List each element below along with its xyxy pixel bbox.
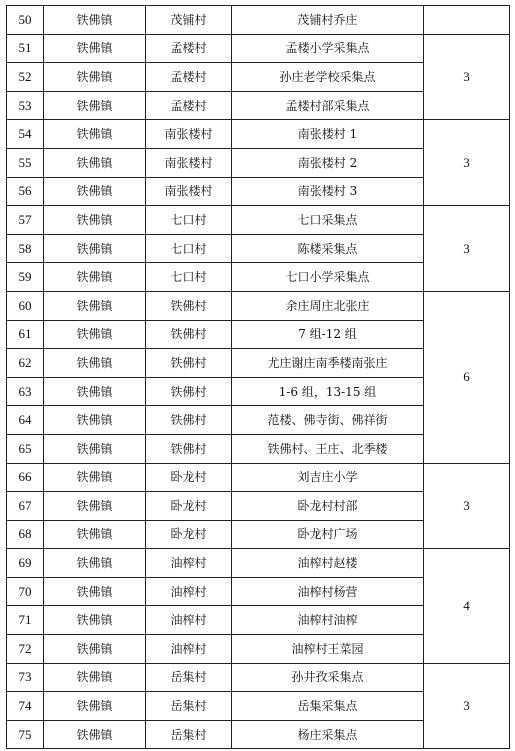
table-row: [7, 549, 510, 578]
row-number-cell: 74: [7, 692, 44, 721]
town-cell: 铁佛镇: [44, 63, 146, 92]
town-cell: 铁佛镇: [44, 692, 146, 721]
site-cell: 岳集采集点: [232, 692, 424, 721]
site-cell: 南张楼村 3: [232, 177, 424, 206]
row-number-cell: 68: [7, 520, 44, 549]
row-number-cell: 50: [7, 6, 44, 35]
village-cell: 南张楼村: [146, 177, 232, 206]
site-cell: 刘吉庄小学: [232, 463, 424, 492]
row-number-cell: 70: [7, 577, 44, 606]
town-cell: 铁佛镇: [44, 520, 146, 549]
town-cell: 铁佛镇: [44, 492, 146, 521]
village-cell: 铁佛村: [146, 377, 232, 406]
site-count-cell: 3: [424, 34, 510, 120]
table-row: [7, 663, 510, 692]
town-cell: 铁佛镇: [44, 635, 146, 664]
table-row: [7, 291, 510, 320]
row-number-cell: 54: [7, 120, 44, 149]
row-number-cell: 75: [7, 720, 44, 749]
town-cell: 铁佛镇: [44, 91, 146, 120]
site-cell: 陈楼采集点: [232, 234, 424, 263]
row-number-cell: 59: [7, 263, 44, 292]
village-cell: 孟楼村: [146, 63, 232, 92]
town-cell: 铁佛镇: [44, 377, 146, 406]
village-cell: 孟楼村: [146, 91, 232, 120]
town-cell: 铁佛镇: [44, 577, 146, 606]
row-number-cell: 52: [7, 63, 44, 92]
town-cell: 铁佛镇: [44, 434, 146, 463]
sampling-sites-table: [6, 5, 510, 749]
row-number-cell: 62: [7, 349, 44, 378]
village-cell: 七口村: [146, 263, 232, 292]
row-number-cell: 65: [7, 434, 44, 463]
village-cell: 孟楼村: [146, 34, 232, 63]
town-cell: 铁佛镇: [44, 34, 146, 63]
row-number-cell: 63: [7, 377, 44, 406]
village-cell: 铁佛村: [146, 291, 232, 320]
row-number-cell: 53: [7, 91, 44, 120]
site-cell: 南张楼村 1: [232, 120, 424, 149]
village-cell: 铁佛村: [146, 406, 232, 435]
row-number-cell: 71: [7, 606, 44, 635]
village-cell: 茂铺村: [146, 6, 232, 35]
site-cell: 杨庄采集点: [232, 720, 424, 749]
site-count-cell: 3: [424, 463, 510, 549]
table-row: [7, 6, 510, 35]
village-cell: 铁佛村: [146, 434, 232, 463]
village-cell: 七口村: [146, 234, 232, 263]
village-cell: 七口村: [146, 206, 232, 235]
village-cell: 南张楼村: [146, 120, 232, 149]
village-cell: 卧龙村: [146, 520, 232, 549]
site-cell: 尤庄谢庄南季楼南张庄: [232, 349, 424, 378]
site-cell: 1-6 组，13-15 组: [232, 377, 424, 406]
village-cell: 油榨村: [146, 577, 232, 606]
site-cell: 七口小学采集点: [232, 263, 424, 292]
row-number-cell: 57: [7, 206, 44, 235]
row-number-cell: 67: [7, 492, 44, 521]
site-cell: 铁佛村、王庄、北季楼: [232, 434, 424, 463]
site-cell: 卧龙村广场: [232, 520, 424, 549]
town-cell: 铁佛镇: [44, 720, 146, 749]
table-row: [7, 120, 510, 149]
town-cell: 铁佛镇: [44, 234, 146, 263]
row-number-cell: 51: [7, 34, 44, 63]
town-cell: 铁佛镇: [44, 120, 146, 149]
village-cell: 铁佛村: [146, 320, 232, 349]
table-body: [7, 6, 510, 749]
row-number-cell: 56: [7, 177, 44, 206]
site-cell: 孙井孜采集点: [232, 663, 424, 692]
site-count-cell: 3: [424, 663, 510, 749]
site-cell: 7 组-12 组: [232, 320, 424, 349]
table-row: [7, 206, 510, 235]
village-cell: 岳集村: [146, 720, 232, 749]
town-cell: 铁佛镇: [44, 206, 146, 235]
row-number-cell: 66: [7, 463, 44, 492]
town-cell: 铁佛镇: [44, 6, 146, 35]
village-cell: 油榨村: [146, 635, 232, 664]
table-row: [7, 463, 510, 492]
site-cell: 油榨村油榨: [232, 606, 424, 635]
site-count-cell: 4: [424, 549, 510, 663]
town-cell: 铁佛镇: [44, 406, 146, 435]
table-row: [7, 34, 510, 63]
row-number-cell: 73: [7, 663, 44, 692]
site-count-cell: 6: [424, 291, 510, 463]
town-cell: 铁佛镇: [44, 606, 146, 635]
row-number-cell: 55: [7, 148, 44, 177]
village-cell: 铁佛村: [146, 349, 232, 378]
site-cell: 油榨村赵楼: [232, 549, 424, 578]
town-cell: 铁佛镇: [44, 663, 146, 692]
site-cell: 卧龙村村部: [232, 492, 424, 521]
site-count-cell: [424, 6, 510, 35]
village-cell: 卧龙村: [146, 492, 232, 521]
village-cell: 岳集村: [146, 663, 232, 692]
town-cell: 铁佛镇: [44, 549, 146, 578]
site-cell: 范楼、佛寺街、佛祥街: [232, 406, 424, 435]
town-cell: 铁佛镇: [44, 463, 146, 492]
village-cell: 卧龙村: [146, 463, 232, 492]
site-count-cell: 3: [424, 206, 510, 292]
row-number-cell: 60: [7, 291, 44, 320]
town-cell: 铁佛镇: [44, 148, 146, 177]
site-cell: 余庄周庄北张庄: [232, 291, 424, 320]
site-cell: 油榨村杨营: [232, 577, 424, 606]
village-cell: 岳集村: [146, 692, 232, 721]
site-cell: 南张楼村 2: [232, 148, 424, 177]
site-cell: 七口采集点: [232, 206, 424, 235]
village-cell: 油榨村: [146, 606, 232, 635]
town-cell: 铁佛镇: [44, 291, 146, 320]
row-number-cell: 61: [7, 320, 44, 349]
site-cell: 油榨村王菜园: [232, 635, 424, 664]
site-cell: 茂铺村乔庄: [232, 6, 424, 35]
row-number-cell: 58: [7, 234, 44, 263]
site-cell: 孟楼小学采集点: [232, 34, 424, 63]
village-cell: 油榨村: [146, 549, 232, 578]
town-cell: 铁佛镇: [44, 349, 146, 378]
town-cell: 铁佛镇: [44, 177, 146, 206]
row-number-cell: 69: [7, 549, 44, 578]
village-cell: 南张楼村: [146, 148, 232, 177]
row-number-cell: 64: [7, 406, 44, 435]
row-number-cell: 72: [7, 635, 44, 664]
town-cell: 铁佛镇: [44, 263, 146, 292]
site-count-cell: 3: [424, 120, 510, 206]
site-cell: 孙庄老学校采集点: [232, 63, 424, 92]
site-cell: 孟楼村部采集点: [232, 91, 424, 120]
town-cell: 铁佛镇: [44, 320, 146, 349]
